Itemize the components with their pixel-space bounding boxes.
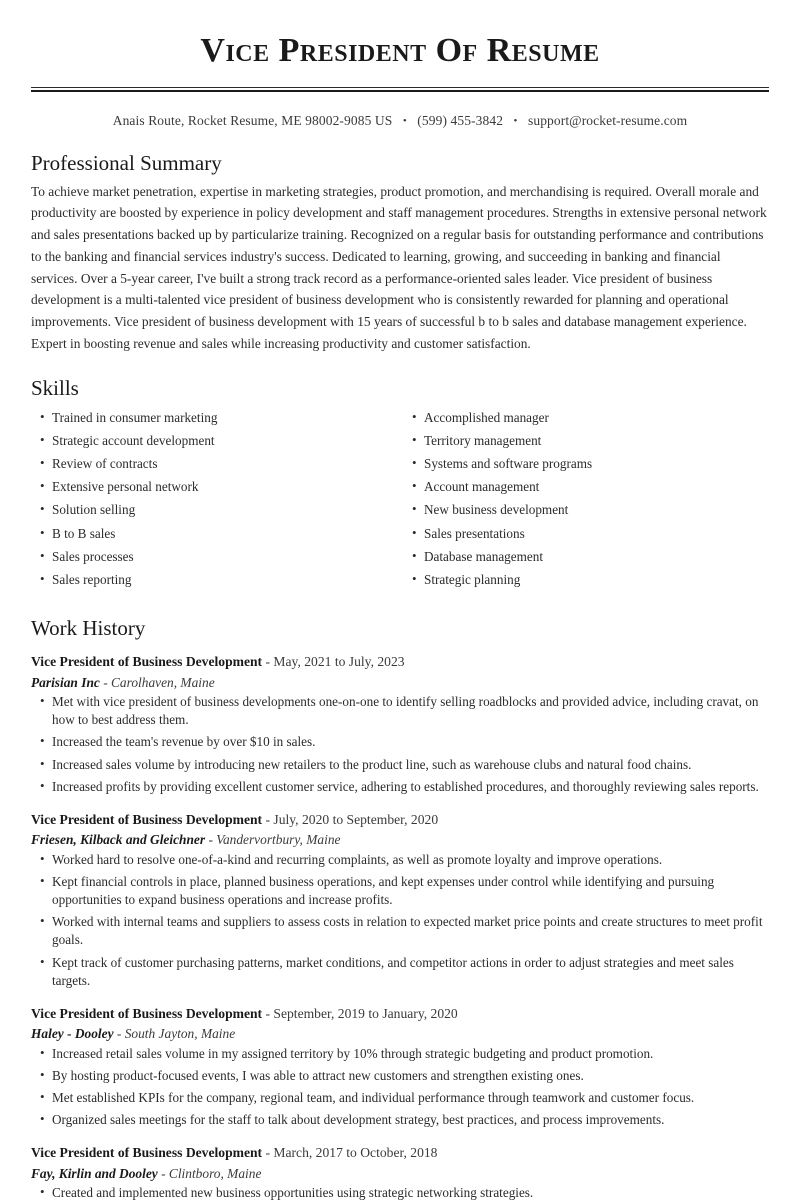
- job-bullet: [31, 1111, 769, 1129]
- list-item-label: Account management: [424, 479, 540, 495]
- job-company-dash: -: [205, 832, 217, 848]
- list-item-label: Extensive personal network: [52, 479, 199, 495]
- list-item-label: Review of contracts: [52, 455, 158, 471]
- job-bullet: [31, 1089, 769, 1107]
- job-title: Vice President of Business Development: [31, 1145, 263, 1161]
- job-company-line: [31, 830, 769, 850]
- job-title: Vice President of Business Development: [31, 812, 263, 828]
- job-bullet-text: Worked with internal teams and suppliers to assess costs in relation to expected market price points and create structures to meet profit goals.: [52, 914, 763, 948]
- job-bullet: [31, 873, 769, 909]
- list-item-label: B to B sales: [52, 525, 116, 541]
- list-item-label: Sales presentations: [424, 525, 525, 541]
- list-item: [400, 409, 769, 427]
- list-item: [400, 525, 769, 543]
- contact-address: Anais Route, Rocket Resume, ME 98002-9085 US: [112, 112, 393, 128]
- list-item-label: Strategic planning: [424, 572, 521, 588]
- job-company-dash: -: [113, 1026, 125, 1042]
- contact-separator-2: •: [513, 114, 518, 127]
- job-bullet-text: Created and implemented new business opportunities using strategic networking strategies.: [52, 1184, 534, 1200]
- job-bullet: [31, 1045, 769, 1063]
- job-bullet-list: [31, 1184, 769, 1202]
- job-title: Vice President of Business Development: [31, 654, 263, 670]
- job-title-dash: -: [262, 654, 274, 670]
- job-dates: July, 2020 to September, 2020: [273, 812, 439, 828]
- job-title-line: [31, 810, 769, 830]
- contact-email: support@rocket-resume.com: [527, 112, 688, 128]
- contact-line: [31, 113, 769, 129]
- list-item-label: Solution selling: [52, 502, 136, 518]
- list-item: [31, 571, 400, 589]
- list-item: [31, 432, 400, 450]
- job-bullet: [31, 733, 769, 751]
- job-bullet-list: [31, 693, 769, 796]
- job-bullet: [31, 851, 769, 869]
- job-location: Clintboro, Maine: [168, 1165, 262, 1181]
- list-item: [31, 548, 400, 566]
- skills-columns: [31, 409, 769, 595]
- job-title-dash: -: [262, 1145, 274, 1161]
- job-bullet-text: Increased retail sales volume in my assigned territory by 10% through strategic budgeting and product promotion.: [52, 1045, 654, 1061]
- job-bullet-text: Increased profits by providing excellent customer service, adhering to established procedures, and thoroughly reviewing sales reports.: [52, 778, 759, 794]
- job-title: Vice President of Business Development: [31, 1006, 263, 1022]
- skills-list-right: [400, 409, 769, 590]
- job-location: Vandervortbury, Maine: [216, 832, 341, 848]
- list-item: [400, 432, 769, 450]
- header-divider: [31, 87, 769, 93]
- job-company-dash: -: [99, 674, 111, 690]
- list-item: [31, 501, 400, 519]
- job-bullet: [31, 756, 769, 774]
- job-location: South Jayton, Maine: [124, 1026, 236, 1042]
- job-bullet-text: Increased the team's revenue by over $10 in sales.: [52, 734, 316, 750]
- work-history-entry: [31, 810, 769, 990]
- job-bullet: [31, 1067, 769, 1085]
- list-item-label: Strategic account development: [52, 432, 215, 448]
- list-item-label: Database management: [424, 548, 543, 564]
- list-item: [400, 571, 769, 589]
- list-item: [400, 548, 769, 566]
- list-item: [400, 455, 769, 473]
- work-history-entry: [31, 652, 769, 796]
- list-item: [400, 501, 769, 519]
- list-item: [31, 525, 400, 543]
- work-history-list: [31, 652, 769, 1202]
- job-bullet: [31, 1184, 769, 1202]
- job-company: Fay, Kirlin and Dooley: [31, 1165, 158, 1181]
- job-bullet: [31, 693, 769, 729]
- list-item: [31, 478, 400, 496]
- job-dates: May, 2021 to July, 2023: [273, 654, 405, 670]
- list-item-label: New business development: [424, 502, 569, 518]
- professional-summary-text: To achieve market penetration, expertise in marketing strategies, product promotion, and merchandising is required. Overall morale and productivity are boosted by experience in policy development and staff management procedures. Strengths in extensive personal network and sales presentations backed up by particularize training. Recognized on a regular basis for outstanding performance and contributions to the banking and financial services industry's success. Dedicated to learning, growing, and succeeding in banking and financial services. Over a 5-year career, I've built a strong track record as a performance-oriented sales leader. Vice president of business development is a multi-talented vice president of business development who is consistently rewarded for planning and operational improvements. Vice president of business development with 15 years of successful b to b sales and database management experience. Expert in boosting revenue and sales while increasing productivity and customer satisfaction.: [31, 183, 767, 351]
- skills-column-left: [31, 409, 400, 595]
- list-item: [31, 455, 400, 473]
- job-company-line: [31, 673, 769, 693]
- job-bullet-list: [31, 851, 769, 991]
- job-company-dash: -: [157, 1165, 169, 1181]
- job-company: Friesen, Kilback and Gleichner: [31, 832, 206, 848]
- job-bullet-text: Met established KPIs for the company, regional team, and individual performance through teamwork and customer focus.: [52, 1090, 695, 1105]
- work-history-entry: [31, 1143, 769, 1202]
- job-title-line: [31, 1004, 769, 1024]
- job-bullet-text: Worked hard to resolve one-of-a-kind and recurring complaints, as well as promote loyalty and improve operations.: [52, 851, 663, 867]
- job-company-line: [31, 1164, 769, 1184]
- job-bullet-text: Kept financial controls in place, planned business operations, and kept expenses under control while identifying and pursuing opportunities to expand business operations and increase profits.: [52, 873, 715, 907]
- list-item-label: Accomplished manager: [424, 409, 549, 425]
- job-bullet-text: Met with vice president of business developments one-on-one to identify selling roadblocks and provided advice, including cravat, on how to best address them.: [52, 693, 759, 728]
- contact-separator-1: •: [402, 114, 407, 127]
- job-bullet-text: Organized sales meetings for the staff to talk about development strategy, best practices, and process improvements.: [52, 1112, 665, 1128]
- job-title-line: [31, 652, 769, 672]
- skills-list-left: [31, 409, 400, 590]
- contact-phone: (599) 455-3842: [417, 112, 504, 128]
- job-bullet-text: Increased sales volume by introducing new retailers to the product line, such as warehouse clubs and natural food chains.: [52, 756, 692, 772]
- list-item-label: Trained in consumer marketing: [52, 409, 218, 425]
- job-bullet-list: [31, 1045, 769, 1130]
- work-history-entry: [31, 1004, 769, 1129]
- page-title: Vice President Of Resume: [200, 32, 600, 69]
- job-dates: September, 2019 to January, 2020: [273, 1006, 458, 1022]
- list-item: [400, 478, 769, 496]
- job-company: Parisian Inc: [31, 674, 100, 690]
- section-heading-professional-summary: Professional Summary: [31, 150, 222, 175]
- job-title-line: [31, 1143, 769, 1163]
- job-company: Haley - Dooley: [31, 1026, 114, 1042]
- job-bullet: [31, 954, 769, 990]
- list-item: [31, 409, 400, 427]
- divider-line-thick: [31, 90, 769, 92]
- job-bullet-text: By hosting product-focused events, I was able to attract new customers and strengthen existing ones.: [52, 1067, 584, 1083]
- list-item-label: Sales processes: [52, 548, 134, 564]
- job-location: Carolhaven, Maine: [111, 674, 215, 690]
- skills-column-right: [400, 409, 769, 595]
- list-item-label: Sales reporting: [52, 572, 132, 588]
- section-heading-work-history: Work History: [31, 616, 146, 641]
- job-bullet: [31, 913, 769, 949]
- job-title-dash: -: [262, 1006, 274, 1022]
- list-item-label: Territory management: [424, 432, 542, 448]
- job-bullet-text: Kept track of customer purchasing patterns, market conditions, and competitor actions in order to adjust strategies and meet sales targets.: [52, 954, 734, 988]
- job-title-dash: -: [262, 812, 274, 828]
- job-dates: March, 2017 to October, 2018: [273, 1145, 438, 1161]
- list-item-label: Systems and software programs: [424, 455, 593, 471]
- section-heading-skills: Skills: [31, 376, 79, 401]
- job-bullet: [31, 778, 769, 796]
